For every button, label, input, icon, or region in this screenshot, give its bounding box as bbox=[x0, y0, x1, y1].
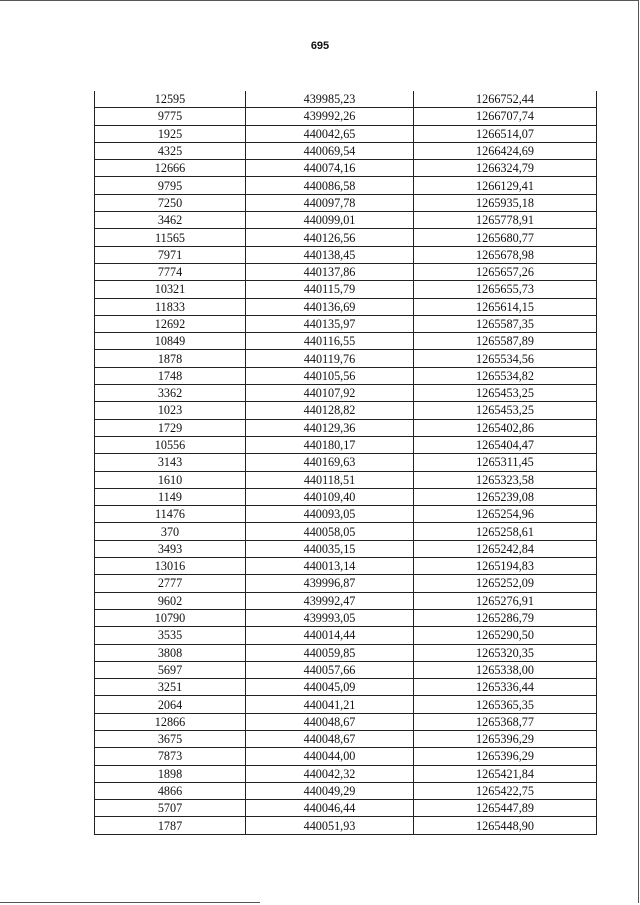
x-coordinate-cell: 440035,15 bbox=[246, 540, 414, 557]
point-number-cell: 1023 bbox=[95, 402, 246, 419]
x-coordinate-cell: 440180,17 bbox=[246, 436, 414, 453]
point-number-cell: 7873 bbox=[95, 748, 246, 765]
x-coordinate-cell: 440136,69 bbox=[246, 298, 414, 315]
page-number: 695 bbox=[310, 40, 330, 52]
y-coordinate-cell: 1265194,83 bbox=[414, 558, 597, 575]
x-coordinate-cell: 439985,23 bbox=[246, 91, 414, 108]
y-coordinate-cell: 1266707,74 bbox=[414, 108, 597, 125]
table-row bbox=[95, 419, 597, 436]
x-coordinate-cell: 439992,47 bbox=[246, 592, 414, 609]
point-number-cell: 12692 bbox=[95, 315, 246, 332]
y-coordinate-cell: 1265254,96 bbox=[414, 506, 597, 523]
y-coordinate-cell: 1265422,75 bbox=[414, 782, 597, 799]
table-row bbox=[95, 592, 597, 609]
table-row bbox=[95, 506, 597, 523]
y-coordinate-cell: 1265396,29 bbox=[414, 748, 597, 765]
table-row bbox=[95, 177, 597, 194]
y-coordinate-cell: 1265678,98 bbox=[414, 246, 597, 263]
table-row bbox=[95, 108, 597, 125]
y-coordinate-cell: 1266752,44 bbox=[414, 91, 597, 108]
table-row bbox=[95, 125, 597, 142]
table-row bbox=[95, 298, 597, 315]
coordinates-table bbox=[94, 91, 597, 835]
y-coordinate-cell: 1265680,77 bbox=[414, 229, 597, 246]
y-coordinate-cell: 1266324,79 bbox=[414, 160, 597, 177]
table-row bbox=[95, 471, 597, 488]
table-row bbox=[95, 315, 597, 332]
point-number-cell: 1925 bbox=[95, 125, 246, 142]
y-coordinate-cell: 1265239,08 bbox=[414, 488, 597, 505]
y-coordinate-cell: 1266129,41 bbox=[414, 177, 597, 194]
x-coordinate-cell: 440128,82 bbox=[246, 402, 414, 419]
point-number-cell: 11565 bbox=[95, 229, 246, 246]
table-row bbox=[95, 263, 597, 280]
x-coordinate-cell: 440057,66 bbox=[246, 661, 414, 678]
table-row bbox=[95, 679, 597, 696]
point-number-cell: 10321 bbox=[95, 281, 246, 298]
table-row bbox=[95, 194, 597, 211]
table-row bbox=[95, 713, 597, 730]
table-row bbox=[95, 730, 597, 747]
y-coordinate-cell: 1265453,25 bbox=[414, 402, 597, 419]
point-number-cell: 11476 bbox=[95, 506, 246, 523]
x-coordinate-cell: 440137,86 bbox=[246, 263, 414, 280]
y-coordinate-cell: 1265421,84 bbox=[414, 765, 597, 782]
y-coordinate-cell: 1265242,84 bbox=[414, 540, 597, 557]
y-coordinate-cell: 1265336,44 bbox=[414, 679, 597, 696]
y-coordinate-cell: 1265447,89 bbox=[414, 800, 597, 817]
y-coordinate-cell: 1265448,90 bbox=[414, 817, 597, 834]
table-row bbox=[95, 765, 597, 782]
y-coordinate-cell: 1265935,18 bbox=[414, 194, 597, 211]
point-number-cell: 10849 bbox=[95, 333, 246, 350]
x-coordinate-cell: 440045,09 bbox=[246, 679, 414, 696]
y-coordinate-cell: 1265365,35 bbox=[414, 696, 597, 713]
point-number-cell: 3675 bbox=[95, 730, 246, 747]
x-coordinate-cell: 440115,79 bbox=[246, 281, 414, 298]
table-row bbox=[95, 817, 597, 834]
point-number-cell: 5697 bbox=[95, 661, 246, 678]
x-coordinate-cell: 440014,44 bbox=[246, 627, 414, 644]
table-row bbox=[95, 229, 597, 246]
table-row bbox=[95, 385, 597, 402]
y-coordinate-cell: 1265657,26 bbox=[414, 263, 597, 280]
table-row bbox=[95, 246, 597, 263]
y-coordinate-cell: 1265286,79 bbox=[414, 609, 597, 626]
x-coordinate-cell: 440119,76 bbox=[246, 350, 414, 367]
x-coordinate-cell: 440109,40 bbox=[246, 488, 414, 505]
table-row bbox=[95, 558, 597, 575]
y-coordinate-cell: 1266514,07 bbox=[414, 125, 597, 142]
x-coordinate-cell: 440074,16 bbox=[246, 160, 414, 177]
x-coordinate-cell: 439993,05 bbox=[246, 609, 414, 626]
table-row bbox=[95, 367, 597, 384]
y-coordinate-cell: 1265311,45 bbox=[414, 454, 597, 471]
point-number-cell: 3251 bbox=[95, 679, 246, 696]
table-row bbox=[95, 350, 597, 367]
point-number-cell: 1898 bbox=[95, 765, 246, 782]
table-row bbox=[95, 609, 597, 626]
x-coordinate-cell: 440097,78 bbox=[246, 194, 414, 211]
point-number-cell: 3493 bbox=[95, 540, 246, 557]
point-number-cell: 9795 bbox=[95, 177, 246, 194]
y-coordinate-cell: 1265368,77 bbox=[414, 713, 597, 730]
y-coordinate-cell: 1265258,61 bbox=[414, 523, 597, 540]
x-coordinate-cell: 440013,14 bbox=[246, 558, 414, 575]
point-number-cell: 12866 bbox=[95, 713, 246, 730]
point-number-cell: 1878 bbox=[95, 350, 246, 367]
y-coordinate-cell: 1265655,73 bbox=[414, 281, 597, 298]
table-row bbox=[95, 488, 597, 505]
table-row bbox=[95, 281, 597, 298]
x-coordinate-cell: 440107,92 bbox=[246, 385, 414, 402]
table-row bbox=[95, 402, 597, 419]
point-number-cell: 2777 bbox=[95, 575, 246, 592]
table-row bbox=[95, 748, 597, 765]
page-edge-top bbox=[0, 0, 638, 1]
x-coordinate-cell: 440135,97 bbox=[246, 315, 414, 332]
point-number-cell: 1729 bbox=[95, 419, 246, 436]
point-number-cell: 5707 bbox=[95, 800, 246, 817]
y-coordinate-cell: 1265290,50 bbox=[414, 627, 597, 644]
table-row bbox=[95, 91, 597, 108]
y-coordinate-cell: 1265252,09 bbox=[414, 575, 597, 592]
table-row bbox=[95, 627, 597, 644]
table-row bbox=[95, 661, 597, 678]
point-number-cell: 11833 bbox=[95, 298, 246, 315]
point-number-cell: 13016 bbox=[95, 558, 246, 575]
point-number-cell: 9775 bbox=[95, 108, 246, 125]
x-coordinate-cell: 440169,63 bbox=[246, 454, 414, 471]
y-coordinate-cell: 1265534,56 bbox=[414, 350, 597, 367]
point-number-cell: 3362 bbox=[95, 385, 246, 402]
point-number-cell: 2064 bbox=[95, 696, 246, 713]
point-number-cell: 7250 bbox=[95, 194, 246, 211]
x-coordinate-cell: 440138,45 bbox=[246, 246, 414, 263]
point-number-cell: 4866 bbox=[95, 782, 246, 799]
x-coordinate-cell: 440042,65 bbox=[246, 125, 414, 142]
point-number-cell: 4325 bbox=[95, 142, 246, 159]
x-coordinate-cell: 440086,58 bbox=[246, 177, 414, 194]
table-row bbox=[95, 644, 597, 661]
x-coordinate-cell: 440042,32 bbox=[246, 765, 414, 782]
x-coordinate-cell: 440059,85 bbox=[246, 644, 414, 661]
y-coordinate-cell: 1265534,82 bbox=[414, 367, 597, 384]
x-coordinate-cell: 440099,01 bbox=[246, 212, 414, 229]
table-row bbox=[95, 142, 597, 159]
x-coordinate-cell: 440041,21 bbox=[246, 696, 414, 713]
page-edge-right bbox=[638, 0, 639, 903]
x-coordinate-cell: 439992,26 bbox=[246, 108, 414, 125]
point-number-cell: 370 bbox=[95, 523, 246, 540]
x-coordinate-cell: 440105,56 bbox=[246, 367, 414, 384]
table-row bbox=[95, 782, 597, 799]
y-coordinate-cell: 1265338,00 bbox=[414, 661, 597, 678]
x-coordinate-cell: 440129,36 bbox=[246, 419, 414, 436]
x-coordinate-cell: 440046,44 bbox=[246, 800, 414, 817]
point-number-cell: 12666 bbox=[95, 160, 246, 177]
table-row bbox=[95, 523, 597, 540]
point-number-cell: 3462 bbox=[95, 212, 246, 229]
x-coordinate-cell: 439996,87 bbox=[246, 575, 414, 592]
table-row bbox=[95, 333, 597, 350]
coordinates-table-body bbox=[95, 91, 597, 834]
y-coordinate-cell: 1265614,15 bbox=[414, 298, 597, 315]
table-row bbox=[95, 800, 597, 817]
point-number-cell: 1610 bbox=[95, 471, 246, 488]
y-coordinate-cell: 1265276,91 bbox=[414, 592, 597, 609]
y-coordinate-cell: 1265404,47 bbox=[414, 436, 597, 453]
x-coordinate-cell: 440058,05 bbox=[246, 523, 414, 540]
y-coordinate-cell: 1265320,35 bbox=[414, 644, 597, 661]
y-coordinate-cell: 1265453,25 bbox=[414, 385, 597, 402]
y-coordinate-cell: 1265778,91 bbox=[414, 212, 597, 229]
point-number-cell: 10790 bbox=[95, 609, 246, 626]
point-number-cell: 9602 bbox=[95, 592, 246, 609]
x-coordinate-cell: 440051,93 bbox=[246, 817, 414, 834]
y-coordinate-cell: 1266424,69 bbox=[414, 142, 597, 159]
page-edge-bottom bbox=[0, 902, 260, 903]
point-number-cell: 7971 bbox=[95, 246, 246, 263]
table-row bbox=[95, 540, 597, 557]
x-coordinate-cell: 440093,05 bbox=[246, 506, 414, 523]
x-coordinate-cell: 440048,67 bbox=[246, 730, 414, 747]
table-row bbox=[95, 160, 597, 177]
x-coordinate-cell: 440116,55 bbox=[246, 333, 414, 350]
point-number-cell: 1748 bbox=[95, 367, 246, 384]
point-number-cell: 3143 bbox=[95, 454, 246, 471]
point-number-cell: 10556 bbox=[95, 436, 246, 453]
point-number-cell: 3808 bbox=[95, 644, 246, 661]
point-number-cell: 12595 bbox=[95, 91, 246, 108]
y-coordinate-cell: 1265323,58 bbox=[414, 471, 597, 488]
y-coordinate-cell: 1265587,89 bbox=[414, 333, 597, 350]
point-number-cell: 7774 bbox=[95, 263, 246, 280]
y-coordinate-cell: 1265587,35 bbox=[414, 315, 597, 332]
table-row bbox=[95, 454, 597, 471]
table-row bbox=[95, 436, 597, 453]
y-coordinate-cell: 1265396,29 bbox=[414, 730, 597, 747]
x-coordinate-cell: 440048,67 bbox=[246, 713, 414, 730]
x-coordinate-cell: 440049,29 bbox=[246, 782, 414, 799]
x-coordinate-cell: 440069,54 bbox=[246, 142, 414, 159]
point-number-cell: 3535 bbox=[95, 627, 246, 644]
y-coordinate-cell: 1265402,86 bbox=[414, 419, 597, 436]
x-coordinate-cell: 440118,51 bbox=[246, 471, 414, 488]
table-row bbox=[95, 696, 597, 713]
table-row bbox=[95, 212, 597, 229]
table-row bbox=[95, 575, 597, 592]
point-number-cell: 1787 bbox=[95, 817, 246, 834]
x-coordinate-cell: 440126,56 bbox=[246, 229, 414, 246]
point-number-cell: 1149 bbox=[95, 488, 246, 505]
x-coordinate-cell: 440044,00 bbox=[246, 748, 414, 765]
